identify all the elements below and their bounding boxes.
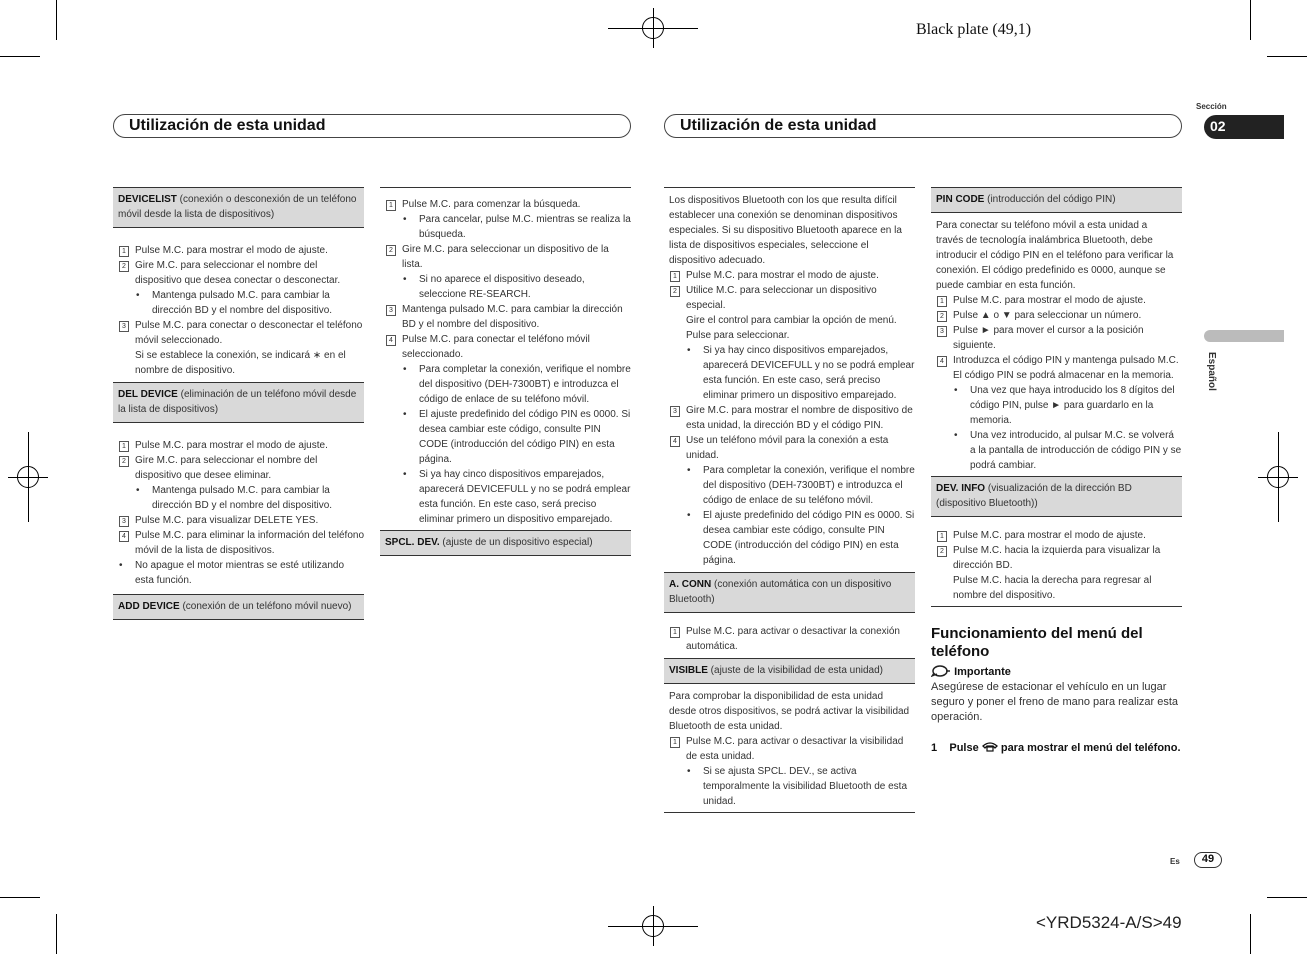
step-number: 4 [119,531,129,542]
step-note: Pulse M.C. hacia la derecha para regresar al nombre del dispositivo. [953,575,1152,601]
step: 2 Pulse ▲ o ▼ para seleccionar un número. [931,308,1182,323]
step: 4 Introduzca el código PIN y mantenga pulsado M.C. [931,353,1182,368]
crop-mark [1250,914,1251,954]
bullet-note: • Mantenga pulsado M.C. para cambiar la dirección BD y el nombre del dispositivo. [113,483,364,513]
step-number: 2 [670,286,680,297]
step: 3 Pulse M.C. para conectar o desconectar el teléfono móvil seleccionado. [113,318,364,348]
setting-header-visible: VISIBLE (ajuste de la visibilidad de esta unidad) [664,658,915,684]
bullet-note: • Mantenga pulsado M.C. para cambiar la dirección BD y el nombre del dispositivo. [113,288,364,318]
step-number: 1 [119,441,129,452]
phone-step-number: 1 [931,742,938,754]
crop-mark [1278,432,1279,522]
crop-mark [56,914,57,954]
step: 4 Pulse M.C. para eliminar la información del teléfono móvil de la lista de dispositivos. [113,528,364,558]
step-note: Gire el control para cambiar la opción de menú. Pulse para seleccionar. [686,315,897,341]
setting-header-spcl-dev: SPCL. DEV. (ajuste de un dispositivo especial) [380,530,631,556]
step: 3 Pulse ► para mover el cursor a la posición siguiente. [931,323,1182,353]
bullet-note: • El ajuste predefinido del código PIN es 0000. Si desea cambiar este código, consulte PIN CODE (introducción del código PIN) en esta página. [664,508,915,568]
setting-header-pin-code: PIN CODE (introducción del código PIN) [931,187,1182,213]
step: 1 Pulse M.C. para mostrar el modo de ajuste. [664,268,915,283]
crop-mark [56,0,57,40]
step: 3 Mantenga pulsado M.C. para cambiar la dirección BD y el nombre del dispositivo. [380,302,631,332]
crop-mark [28,432,29,522]
crop-mark [0,897,40,898]
step-number: 3 [937,326,947,337]
language-label: Español [1206,352,1217,391]
column-1 [113,187,364,620]
step-number: 3 [119,516,129,527]
step-number: 3 [119,321,129,332]
important-label: Importante [931,665,1182,680]
column-4 [931,187,1182,756]
step-number: 1 [670,627,680,638]
registration-mark [642,915,664,937]
bullet-note: • El ajuste predefinido del código PIN es 0000. Si desea cambiar este código, consulte PIN CODE (introducción del código PIN) en esta página. [380,407,631,467]
setting-header-del-device: DEL DEVICE (eliminación de un teléfono móvil desde la lista de dispositivos) [113,382,364,423]
bullet-note: • No apague el motor mientras se esté utilizando esta función. [113,558,364,588]
step: 1 Pulse M.C. para mostrar el modo de ajuste. [113,438,364,453]
bullet-note: • Para completar la conexión, verifique el nombre del dispositivo (DEH-7300BT) e introduzca el código de enlace de su teléfono móvil. [380,362,631,407]
phone-icon [982,742,998,752]
step: 2 Gire M.C. para seleccionar el nombre del dispositivo que desea conectar o desconectar. [113,258,364,288]
step-number: 1 [670,271,680,282]
setting-header-a-conn: A. CONN (conexión automática con un dispositivo Bluetooth) [664,572,915,613]
section-title-left: Utilización de esta unidad [113,114,631,138]
setting-header-dev-info: DEV. INFO (visualización de la dirección BD (dispositivo Bluetooth)) [931,476,1182,517]
step: 2 Gire M.C. para seleccionar un dispositivo de la lista. [380,242,631,272]
crop-mark [1267,56,1307,57]
plate-label: Black plate (49,1) [916,21,1032,38]
step-number: 1 [937,296,947,307]
section-label: Sección [1196,102,1227,111]
step-number: 4 [386,335,396,346]
step: 4 Use un teléfono móvil para la conexión a esta unidad. [664,433,915,463]
column-rule [664,812,915,813]
step: 1 Pulse M.C. para comenzar la búsqueda. [380,197,631,212]
paragraph: Para comprobar la disponibilidad de esta unidad desde otros dispositivos, se podrá activar la visibilidad Bluetooth de esta unidad. [669,691,910,732]
paragraph: Los dispositivos Bluetooth con los que resulta difícil establecer una conexión se denominan dispositivos especiales. Si su dispositivo Bluetooth aparece en la lista de dispositivos especiales, seleccione el dispositivo adecuado. [669,195,902,266]
step-number: 1 [670,737,680,748]
crop-mark [1250,0,1251,40]
step: 4 Pulse M.C. para conectar el teléfono móvil seleccionado. [380,332,631,362]
step-number: 1 [937,531,947,542]
step: 2 Gire M.C. para seleccionar el nombre del dispositivo que desee eliminar. [113,453,364,483]
step-note: Si se establece la conexión, se indicará ∗ en el nombre de dispositivo. [135,350,346,376]
section-title-right: Utilización de esta unidad [664,114,1182,138]
bullet-note: • Una vez que haya introducido los 8 dígitos del código PIN, pulse ► para guardarlo en la memoria. [931,383,1182,428]
page-language: Es [1170,857,1180,866]
step-number: 2 [386,245,396,256]
bullet-note: • Para completar la conexión, verifique el nombre del dispositivo (DEH-7300BT) e introduzca el código de enlace de su teléfono móvil. [664,463,915,508]
column-2 [380,187,631,556]
paragraph: Para conectar su teléfono móvil a esta unidad a través de tecnología inalámbrica Bluetooth, debe introducir el código PIN en el teléfono para verificar la conexión. El código predefinido es 0000, aunque se puede cambiar en esta función. [936,220,1174,291]
step-note: El código PIN se podrá almacenar en la memoria. [953,370,1174,381]
step: 2 Utilice M.C. para seleccionar un dispositivo especial. [664,283,915,313]
setting-header-devicelist: DEVICELIST (conexión o desconexión de un teléfono móvil desde la lista de dispositivos) [113,187,364,228]
bullet-note: • Si ya hay cinco dispositivos emparejados, aparecerá DEVICEFULL y no se podrá emplear esta función. En este caso, será preciso eliminar primero un dispositivo emparejado. [664,343,915,403]
crop-mark [1267,897,1307,898]
important-text: Asegúrese de estacionar el vehículo en un lugar seguro y poner el freno de mano para realizar esta operación. [931,681,1179,723]
section-number: 02 [1210,118,1226,134]
step-number: 2 [937,311,947,322]
important-icon [931,665,951,677]
phone-step-1: 1 Pulse para mostrar el menú del teléfono. [931,742,1181,754]
step-number: 1 [119,246,129,257]
step: 3 Gire M.C. para mostrar el nombre de dispositivo de esta unidad, la dirección BD y el código PIN. [664,403,915,433]
bullet-note: • Si ya hay cinco dispositivos emparejados, aparecerá DEVICEFULL y no se podrá emplear esta función. En este caso, será preciso eliminar primero un dispositivo emparejado. [380,467,631,527]
crop-mark [0,56,40,57]
column-3 [664,187,915,813]
step: 3 Pulse M.C. para visualizar DELETE YES. [113,513,364,528]
step: 1 Pulse M.C. para mostrar el modo de ajuste. [931,528,1182,543]
step-number: 4 [937,356,947,367]
step: 1 Pulse M.C. para activar o desactivar la visibilidad de esta unidad. [664,734,915,764]
bullet-note: • Si se ajusta SPCL. DEV., se activa temporalmente la visibilidad Bluetooth de esta unidad. [664,764,915,809]
step: 1 Pulse M.C. para mostrar el modo de ajuste. [113,243,364,258]
setting-header-add-device: ADD DEVICE (conexión de un teléfono móvil nuevo) [113,594,364,620]
footer-code: <YRD5324-A/S>49 [1036,913,1182,932]
step-number: 4 [670,436,680,447]
bullet-note: • Si no aparece el dispositivo deseado, seleccione RE-SEARCH. [380,272,631,302]
step-number: 2 [119,456,129,467]
bullet-note: • Para cancelar, pulse M.C. mientras se realiza la búsqueda. [380,212,631,242]
step-number: 3 [386,305,396,316]
page-number: 49 [1194,852,1222,868]
step-number: 2 [119,261,129,272]
bullet-note: • Una vez introducido, al pulsar M.C. se volverá a la pantalla de introducción de código PIN y se podrá cambiar. [931,428,1182,473]
step-number: 1 [386,200,396,211]
step: 1 Pulse M.C. para activar o desactivar la conexión automática. [664,624,915,654]
language-tab [1204,330,1284,342]
step: 2 Pulse M.C. hacia la izquierda para visualizar la dirección BD. [931,543,1182,573]
registration-mark [642,17,664,39]
phone-menu-heading: Funcionamiento del menú del teléfono [931,625,1143,660]
step-number: 2 [937,546,947,557]
step: 1 Pulse M.C. para mostrar el modo de ajuste. [931,293,1182,308]
step-number: 3 [670,406,680,417]
